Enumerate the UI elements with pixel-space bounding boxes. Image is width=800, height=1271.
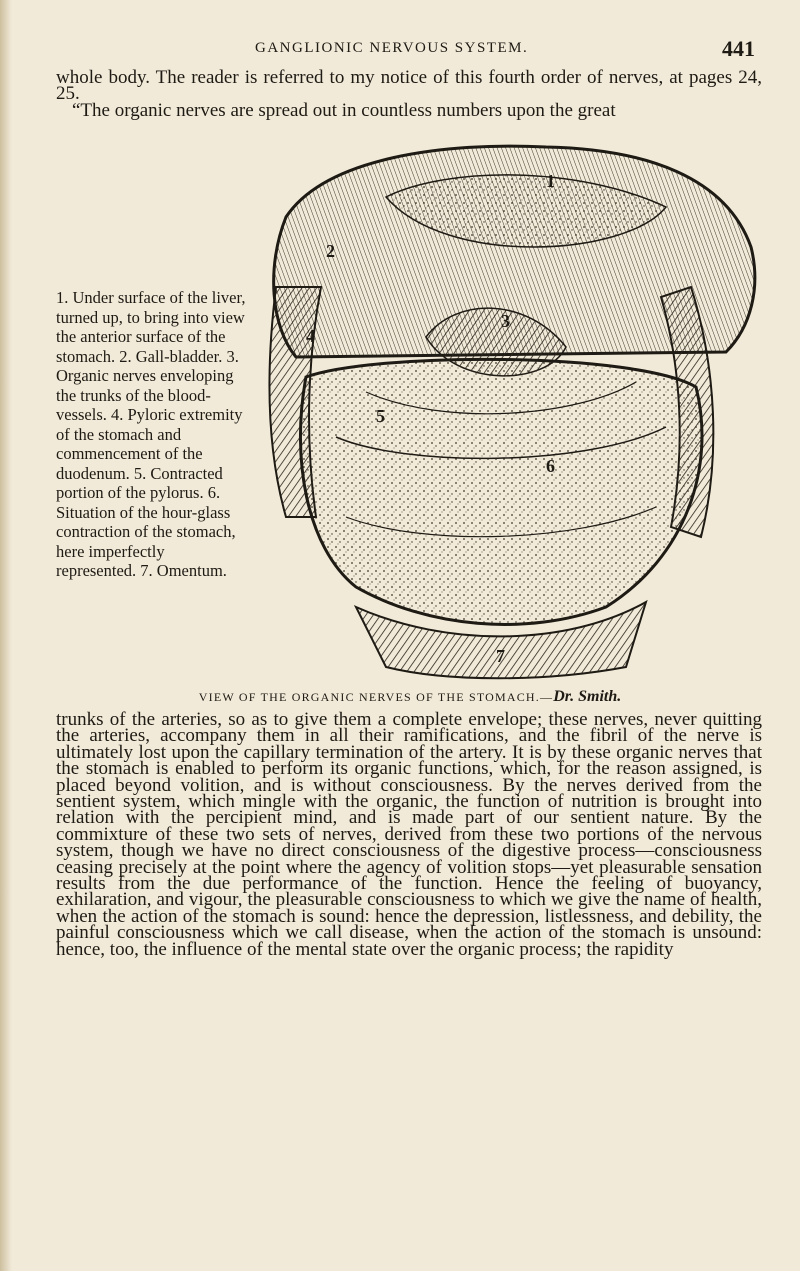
stomach-engraving bbox=[246, 137, 768, 682]
intro-line-2: “The organic nerves are spread out in countless numbers upon the great bbox=[72, 99, 616, 121]
figure-label-7: 7 bbox=[496, 646, 505, 666]
page-number: 441 bbox=[722, 36, 755, 61]
figure-caption bbox=[60, 688, 760, 706]
page-spine-edge bbox=[0, 0, 12, 1271]
figure-label-6: 6 bbox=[546, 456, 555, 476]
main-paragraph: trunks of the arteries, so as to give them a complete envelope; these nerves, never quitting the arteries, accompany them in all their ramifications, and the fibril of the nerve is ultimately lost upon the capillary termination of the artery. It is by these organic nerves that the stomach is enabled to perform its organic functions, which, for the reason assigned, is placed beyond volition, and is without consciousness. By the nerves derived from the sentient system, which mingle with the organic, the function of nutrition is brought into relation with the percipient mind, and is made part of our sentient nature. By the commixture of these two sets of nerves, derived from these two portions of the nervous system, though we have no direct consciousness of the digestive process—consciousness ceasing precisely at the point where the agency of volition stops—yet pleasurable sensation results from the due performance of the function. Hence the feeling of buoyancy, exhilaration, and vigour, the pleasurable consciousness to which we give the name of health, when the action of the stomach is sound: hence the depression, listlessness, and debility, the painful consciousness which we call disease, when the action of the stomach is unsound: hence, too, the influence of the mental state over the organic process; the rapidity bbox=[56, 709, 762, 960]
intro-line-1: whole body. The reader is referred to my notice of this fourth order of nerves, at pages 24, 25. bbox=[56, 67, 762, 105]
figure-caption-text: VIEW OF THE ORGANIC NERVES OF THE STOMACH.— bbox=[198, 690, 554, 704]
figure-label-1: 1 bbox=[546, 171, 555, 191]
figure-label-5: 5 bbox=[376, 406, 385, 426]
intro-paragraph bbox=[56, 67, 762, 121]
stomach-body bbox=[300, 359, 702, 624]
figure-legend: 1. Under surface of the liver, turned up, to bring into view the anterior surface of the stomach. 2. Gall-bladder. 3. Organic nerves enveloping the trunks of the blood-vessels. 4. Pyloric extremity of the stomach and commencement of the duodenum. 5. Contracted portion of the pylorus. 6. Situation of the hour-glass contraction of the stomach, here imperfectly represented. 7. Omentum. bbox=[56, 288, 246, 580]
running-title: GANGLIONIC NERVOUS SYSTEM. bbox=[255, 40, 529, 56]
figure-label-2: 2 bbox=[326, 241, 335, 261]
figure-label-3: 3 bbox=[501, 311, 510, 331]
figure-label-4: 4 bbox=[306, 326, 315, 346]
page-header bbox=[255, 36, 755, 66]
figure-caption-author: Dr. Smith. bbox=[553, 688, 622, 705]
